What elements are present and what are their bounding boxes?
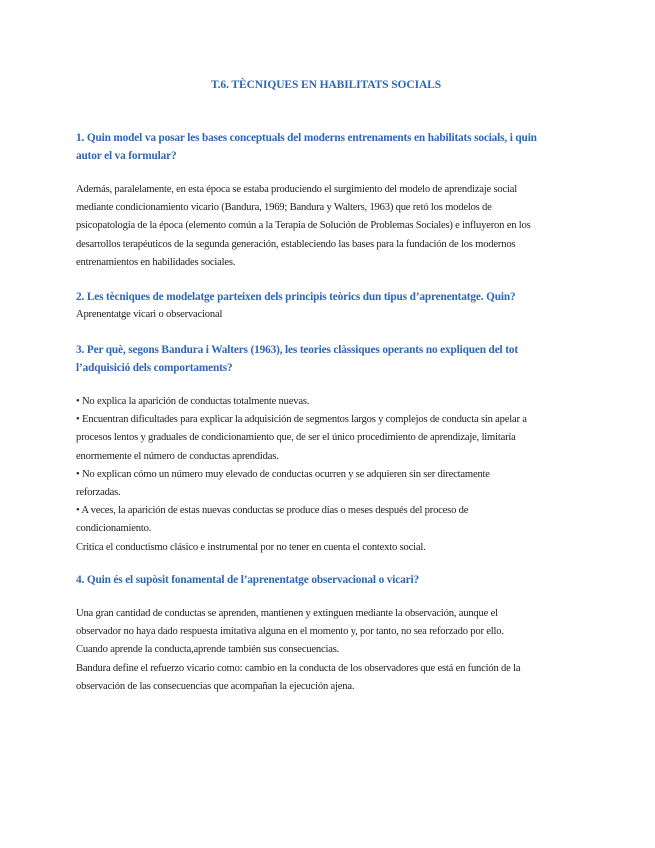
answer-3	[76, 393, 576, 557]
question-3	[76, 341, 576, 377]
answer-3-line-1: • No explica la aparición de conductas totalmente nuevas.	[76, 396, 310, 407]
document-title: T.6. TÈCNIQUES EN HABILITATS SOCIALS	[210, 79, 442, 91]
question-4-line-1: 4. Quin és el supòsit fonamental de l’aprenentatge observacional o vicari?	[76, 574, 419, 586]
answer-3-line-5: • No explican cómo un número muy elevado de conductas ocurren y se adquieren sin ser directamente	[76, 468, 490, 480]
answer-1-line-3: psicopatología de la época (elemento común a la Terapia de Solución de Problemas Sociales) e influyeron en los	[76, 220, 531, 232]
answer-1-line-2: mediante condicionamiento vicario (Bandura, 1969; Bandura y Walters, 1963) que retó los modelos de	[76, 202, 492, 214]
answer-3-line-7: • A veces, la aparición de estas nuevas conductas se produce días o meses después del proceso de	[76, 505, 469, 517]
answer-4-line-3: Cuando aprende la conducta,aprende también sus consecuencias.	[76, 644, 340, 656]
answer-3-line-8: condicionamiento.	[76, 523, 152, 535]
question-3-line-1: 3. Per què, segons Bandura i Walters (1963), les teories clàssiques operants no expliquen del tot	[76, 344, 518, 356]
answer-3-line-3: procesos lentos y graduales de condicionamiento que, de ser el único procedimiento de aprendizaje, limitaría	[76, 432, 516, 444]
question-2-line-1: 2. Les tècniques de modelatge parteixen dels principis teòrics dun tipus d’aprenentatge. Quin?	[76, 291, 516, 303]
question-2	[76, 288, 576, 306]
question-1	[76, 129, 576, 165]
answer-4-line-5: observación de las consecuencias que acompañan la ejecución ajena.	[76, 680, 355, 692]
answer-2-line-1: Aprenentatge vicari o observacional	[76, 309, 223, 320]
answer-1-line-4: desarrollos terapéuticos de la segunda generación, estableciendo las bases para la fundación de los modernos	[76, 238, 516, 250]
question-4	[76, 571, 576, 589]
answer-3-line-4: enormemente el número de conductas aprendidas.	[76, 450, 279, 462]
answer-3-line-6: reforzadas.	[76, 487, 121, 499]
answer-2	[76, 306, 576, 324]
question-1-line-2: autor el va formular?	[76, 150, 177, 162]
answer-4-line-4: Bandura define el refuerzo vicario como: cambio en la conducta de los observadores que está en función de la	[76, 662, 521, 674]
answer-1	[76, 181, 576, 272]
answer-3-line-2: • Encuentran dificultades para explicar la adquisición de segmentos largos y complejos de conducta sin apelar a	[76, 414, 527, 426]
answer-4	[76, 605, 576, 696]
answer-4-line-1: Una gran cantidad de conductas se aprenden, mantienen y extinguen mediante la observación, aunque el	[76, 608, 498, 619]
answer-1-line-5: entrenamientos en habilidades sociales.	[76, 256, 236, 268]
answer-4-line-2: observador no haya dado respuesta imitativa alguna en el momento y, por tanto, no sea reforzado por ello.	[76, 626, 504, 638]
question-3-line-2: l’adquisició dels comportaments?	[76, 362, 233, 374]
question-1-line-1: 1. Quin model va posar les bases conceptuals del moderns entrenaments en habilitats socials, i quin	[76, 132, 537, 144]
answer-1-line-1: Además, paralelamente, en esta época se estaba produciendo el surgimiento del modelo de aprendizaje social	[76, 184, 518, 195]
answer-3-line-9: Critica el conductismo clásico e instrumental por no tener en cuenta el contexto social.	[76, 541, 426, 553]
